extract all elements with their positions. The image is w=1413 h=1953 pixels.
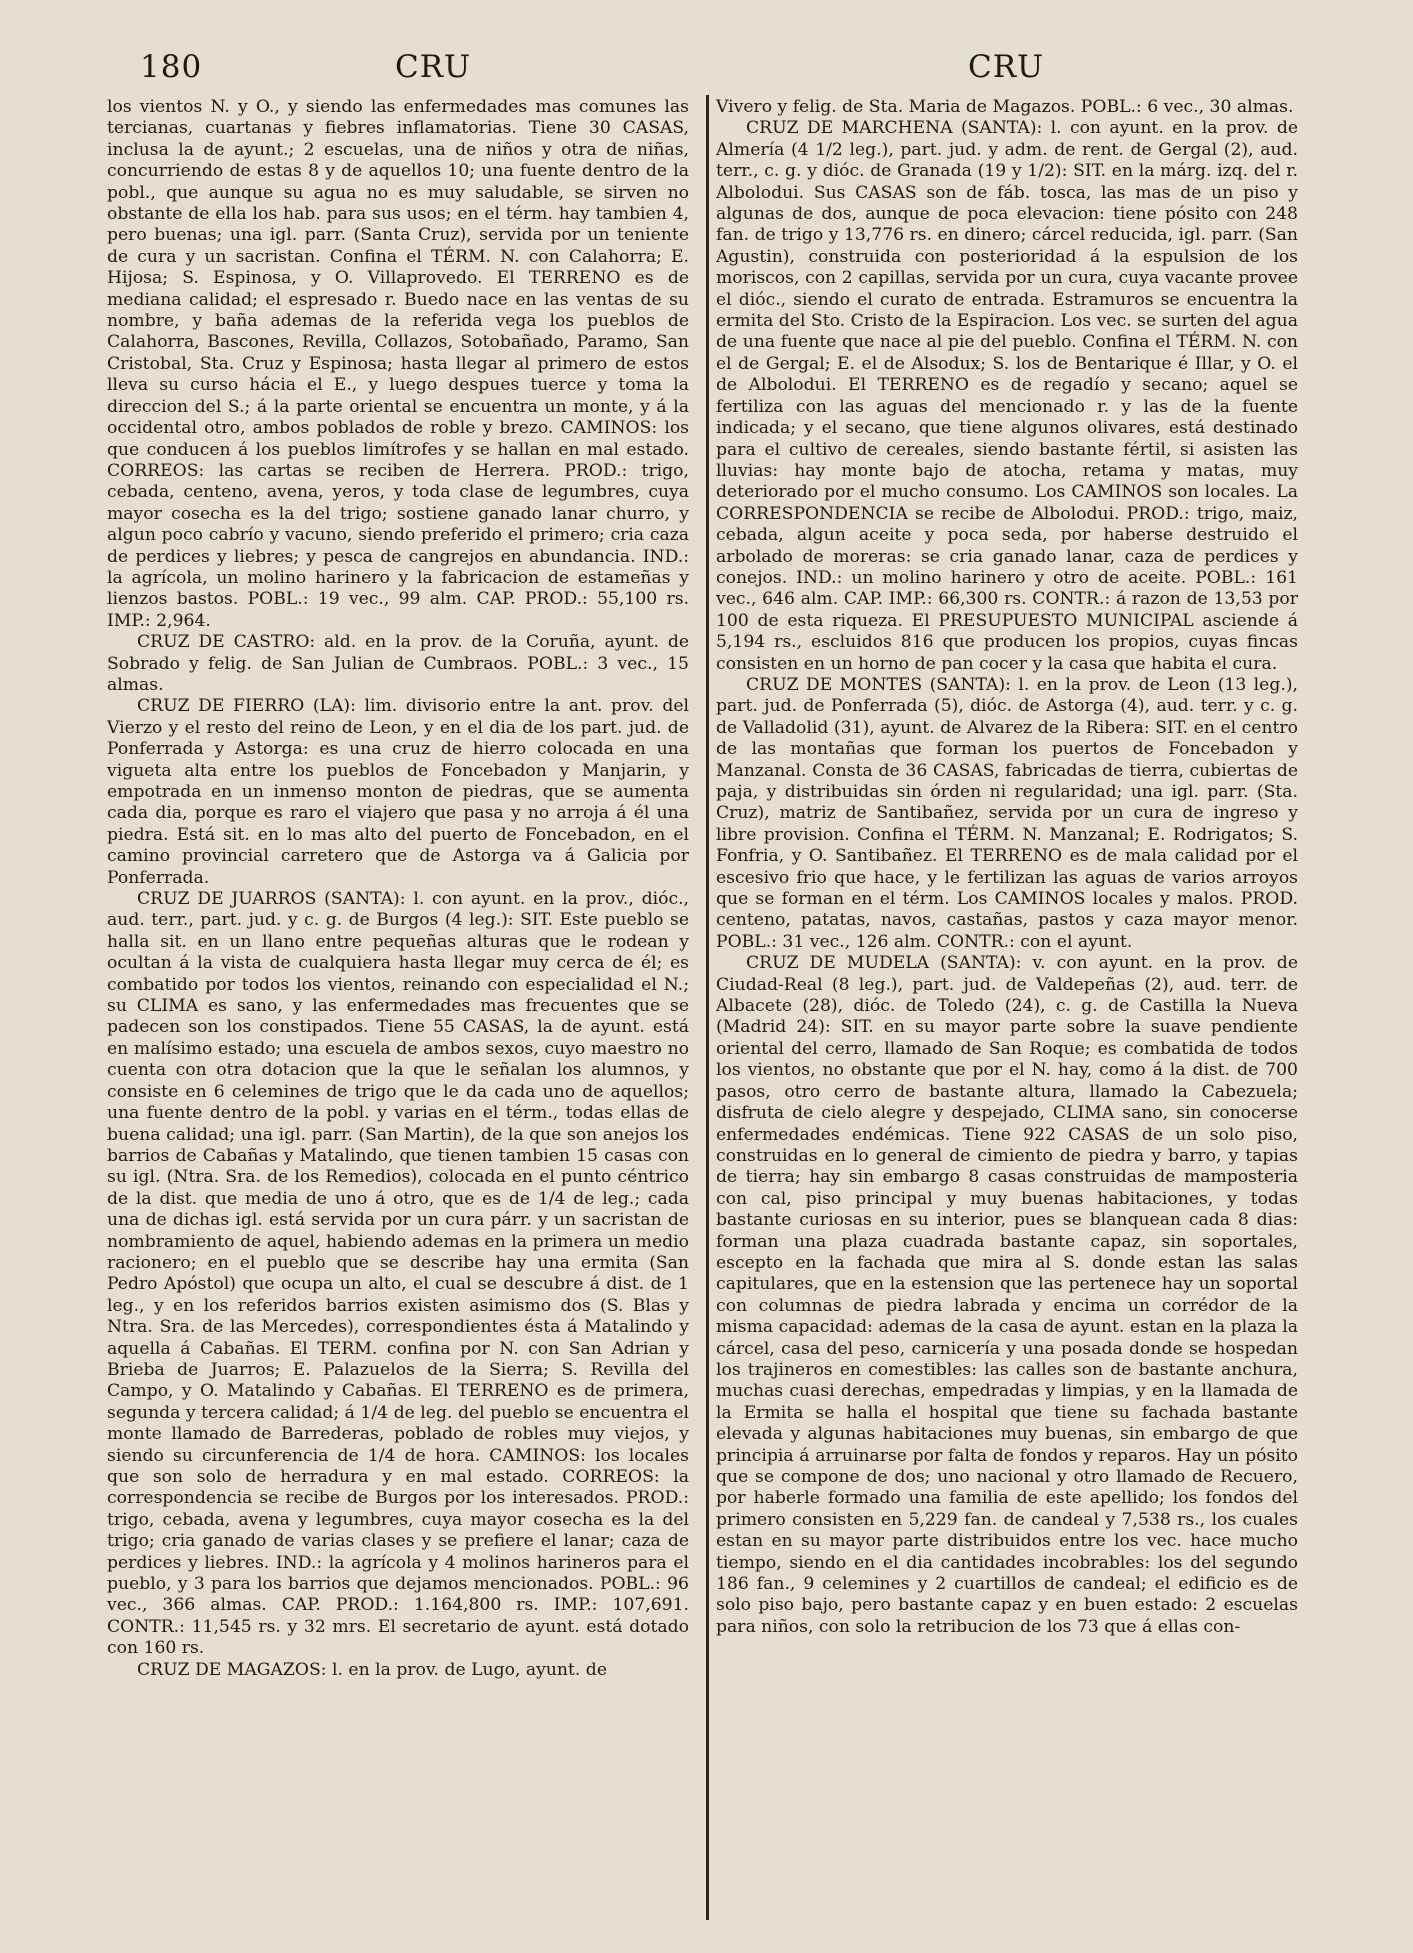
right-column [716, 97, 1298, 1937]
entry-cruz-de-juarros: CRUZ DE JUARROS (SANTA): l. con ayunt. en la prov., dióc., aud. terr., part. jud. y c. g. de Burgos (4 leg.): SIT. Este pueblo se halla sit. en un llano entre pequeñas alturas que le rodean y ocultan á la vista de cualquiera hasta llegar muy cerca de él; es combatido por todos los vientos, reinando con especialidad el N.; su CLIMA es sano, y las enfermedades mas frecuentes que se padecen son los constipados. Tiene 55 CASAS, la de ayunt. está en malísimo estado; una escuela de ambos sexos, cuyo maestro no cuenta con otra dotacion que la que le señalan los alumnos, y consiste en 6 celemines de trigo que le da cada uno de aquellos; una fuente dentro de la pobl. y varias en el térm., todas ellas de buena calidad; una igl. parr. (San Martin), de la que son anejos los barrios de Cabañas y Matalindo, que tienen tambien 15 casas con su igl. (Ntra. Sra. de los Remedios), colocada en el punto céntrico de la dist. que media de uno á otro, que es de 1/4 de leg.; cada una de dichas igl. está servida por un cura párr. y un sacristan de nombramiento de aquel, habiendo ademas en la primera un medio racionero; en el pueblo que se describe hay una ermita (San Pedro Apóstol) que ocupa un alto, el cual se descubre á dist. de 1 leg., y en los referidos barrios existen asimismo dos (S. Blas y Ntra. Sra. de las Mercedes), correspondientes ésta á Matalindo y aquella á Cabañas. El TERM. confina por N. con San Adrian y Brieba de Juarros; E. Palazuelos de la Sierra; S. Revilla del Campo, y O. Matalindo y Cabañas. El TERRENO es de primera, segunda y tercera calidad; á 1/4 de leg. del pueblo se encuentra el monte llamado de Barrederas, poblado de robles muy viejos, y siendo su circunferencia de 1/4 de hora. CAMINOS: los locales que son solo de herradura y en mal estado. CORREOS: la correspondencia se recibe de Burgos por los interesados. PROD.: trigo, cebada, avena y legumbres, cuya mayor cosecha es la del trigo; cria ganado de varias clases y se prefiere el lanar; caza de perdices y liebres. IND.: la agrícola y 4 molinos harineros para el pueblo, y 3 para los barrios que dejamos mencionados. POBL.: 96 vec., 366 almas. CAP. PROD.: 1.164,800 rs. IMP.: 107,691. CONTR.: 11,545 rs. y 32 mrs. El secretario de ayunt. está dotado con 160 rs. [107, 889, 689, 1659]
entry-cruz-de-montes: CRUZ DE MONTES (SANTA): l. en la prov. de Leon (13 leg.), part. jud. de Ponferrada (5), dióc. de Astorga (4), aud. terr. y c. g. de Valladolid (31), ayunt. de Alvarez de la Ribera: SIT. en el centro de las montañas que forman los puertos de Foncebadon y Manzanal. Consta de 36 CASAS, fabricadas de tierra, cubiertas de paja, y distribuidas sin órden ni regularidad; una igl. parr. (Sta. Cruz), matriz de Santibañez, servida por un cura de ingreso y libre provision. Confina el TÉRM. N. Manzanal; E. Rodrigatos; S. Fonfria, y O. Santibañez. El TERRENO es de mala calidad por el escesivo frio que hace, y le fertilizan las aguas de varios arroyos que se forman en el térm. Los CAMINOS locales y malos. PROD. centeno, patatas, navos, castañas, pastos y caza mayor menor. POBL.: 31 vec., 126 alm. CONTR.: con el ayunt. [716, 674, 1298, 952]
running-head-right: CRU [968, 49, 1045, 85]
entry-cruz-de-magazos-continued: Vivero y felig. de Sta. Maria de Magazos. POBL.: 6 vec., 30 almas. [716, 97, 1294, 117]
entry-cruz-de-mudela: CRUZ DE MUDELA (SANTA): v. con ayunt. en la prov. de Ciudad-Real (8 leg.), part. jud. de Valdepeñas (2), aud. terr. de Albacete (28), dióc. de Toledo (24), c. g. de Castilla la Nueva (Madrid 24): SIT. en su mayor parte sobre la suave pendiente oriental del cerro, llamado de San Roque; es combatida de todos los vientos, no obstante que por el N. hay, como á la dist. de 700 pasos, otro cerro de bastante altura, llamado la Cabezuela; disfruta de cielo alegre y despejado, CLIMA sano, sin conocerse enfermedades endémicas. Tiene 922 CASAS de un solo piso, construidas en lo general de cimiento de piedra y barro, y tapias de tierra; hay sin embargo 8 casas construidas de mamposteria con cal, piso principal y muy buenas habitaciones, y todas bastante curiosas en su interior, pues se blanquean cada 8 dias: forman una plaza cuadrada bastante capaz, sin soportales, escepto en la fachada que mira al S. donde estan las salas capitulares, que en la estension que las pertenece hay un soportal con columnas de piedra labrada y encima un corrédor de la misma capacidad: ademas de la casa de ayunt. estan en la plaza la cárcel, casa del peso, carnicería y una posada donde se hospedan los trajineros en comestibles: las calles son de bastante anchura, muchas cuasi derechas, empedradas y limpias, y en la llamada de la Ermita se halla el hospital que tiene su fachada bastante elevada y algunas habitaciones muy buenas, sin embargo de que principia á arruinarse por falta de fondos y reparos. Hay un pósito que se compone de dos; uno nacional y otro llamado de Recuero, por haberle formado una familia de este apellido; los fondos del primero consisten en 5,229 fan. de candeal y 7,538 rs., los cuales estan en su mayor parte distribuidos entre los vec. hace mucho tiempo, siendo en el dia cantidades incobrables: los del segundo 186 fan., 9 celemines y 2 cuartillos de candeal; el edificio es de solo piso bajo, pero bastante capaz y en buen estado: 2 escuelas para niños, con solo la retribucion de los 73 que á ellas con- [716, 953, 1298, 1637]
entry-cruz-de-castro: CRUZ DE CASTRO: ald. en la prov. de la Coruña, ayunt. de Sobrado y felig. de San Julian de Cumbraos. POBL.: 3 vec., 15 almas. [107, 632, 689, 695]
entry-cruz-de-magazos: CRUZ DE MAGAZOS: l. en la prov. de Lugo, ayunt. de [137, 1659, 607, 1680]
page-number: 180 [140, 49, 203, 85]
entry-cruz-de-marchena: CRUZ DE MARCHENA (SANTA): l. con ayunt. en la prov. de Almería (4 1/2 leg.), part. jud. y adm. de rent. de Gergal (2), aud. terr., c. g. y dióc. de Granada (19 y 1/2): SIT. en la márg. izq. del r. Albolodui. Sus CASAS son de fáb. tosca, las mas de un piso y algunas de dos, aunque de poca elevacion: tiene pósito con 248 fan. de trigo y 13,776 rs. en dinero; cárcel reducida, igl. parr. (San Agustin), construida con posterioridad á la espulsion de los moriscos, con 2 capillas, servida por un cura, cuya vacante provee el dióc., siendo el curato de entrada. Estramuros se encuentra la ermita del Sto. Cristo de la Espiracion. Los vec. se surten del agua de una fuente que nace al pie del pueblo. Confina el TÉRM. N. con el de Gergal; E. el de Alsodux; S. los de Bentarique é Illar, y O. el de Albolodui. El TERRENO es de regadío y secano; aquel se fertiliza con las aguas del mencionado r. y las de la fuente indicada; y el secano, que tiene algunos olivares, está destinado para el cultivo de cereales, siendo bastante fértil, si asisten las lluvias: hay monte bajo de atocha, retama y matas, muy deteriorado por el mucho consumo. Los CAMINOS son locales. La CORRESPONDENCIA se recibe de Albolodui. PROD.: trigo, maiz, cebada, algun aceite y poca seda, por haberse destruido el arbolado de moreras: se cria ganado lanar, caza de perdices y conejos. IND.: un molino harinero y otro de aceite. POBL.: 161 vec., 646 alm. CAP. IMP.: 66,300 rs. CONTR.: á razon de 13,53 por 100 de esta riqueza. El PRESUPUESTO MUNICIPAL asciende á 5,194 rs., escluidos 816 que producen los propios, cuyas fincas consisten en un horno de pan cocer y la casa que habita el cura. [716, 118, 1298, 674]
paragraph-continuation: los vientos N. y O., y siendo las enfermedades mas comunes las tercianas, cuartanas y fiebres inflamatorias. Tiene 30 CASAS, inclusa la de ayunt.; 2 escuelas, una de niños y otra de niñas, concurriendo de estas 8 y de aquellos 10; una fuente dentro de la pobl., que aunque su agua no es muy saludable, se sirven no obstante de ella los hab. para sus usos; en el térm. hay tambien 4, pero buenas; una igl. parr. (Santa Cruz), servida por un teniente de cura y un sacristan. Confina el TÉRM. N. con Calahorra; E. Hijosa; S. Espinosa, y O. Villaprovedo. El TERRENO es de mediana calidad; el espresado r. Buedo nace en las ventas de su nombre, y baña ademas de la referida vega los pueblos de Calahorra, Bascones, Revilla, Collazos, Sotobañado, Paramo, San Cristobal, Sta. Cruz y Espinosa; hasta llegar al primero de estos lleva su curso hácia el E., y luego despues tuerce y toma la direccion del S.; á la parte oriental se encuentra un monte, y á la occidental otro, ambos poblados de roble y brezo. CAMINOS: los que conducen á los pueblos limítrofes y se hallan en mal estado. CORREOS: las cartas se reciben de Herrera. PROD.: trigo, cebada, centeno, avena, yeros, y toda clase de legumbres, cuya mayor cosecha es la del trigo; sostiene ganado lanar churro, y algun poco cabrío y vacuno, siendo preferido el primero; cria caza de perdices y liebres; y pesca de cangrejos en abundancia. IND.: la agrícola, un molino harinero y la fabricacion de estameñas y lienzos bastos. POBL.: 19 vec., 99 alm. CAP. PROD.: 55,100 rs. IMP.: 2,964. [107, 97, 689, 631]
entry-cruz-de-fierro: CRUZ DE FIERRO (LA): lim. divisorio entre la ant. prov. del Vierzo y el resto del reino de Leon, y en el dia de los part. jud. de Ponferrada y Astorga: es una cruz de hierro colocada en una vigueta alta entre los pueblos de Foncebadon y Manjarin, y empotrada en un inmenso monton de piedras, que se aumenta cada dia, porque es raro el viajero que pasa y no arroja á él una piedra. Está sit. en lo mas alto del puerto de Foncebadon, en el camino provincial carretero que de Astorga va á Galicia por Ponferrada. [107, 696, 689, 888]
left-column [107, 97, 689, 1937]
running-head-left: CRU [395, 49, 472, 85]
column-divider [706, 95, 709, 1920]
